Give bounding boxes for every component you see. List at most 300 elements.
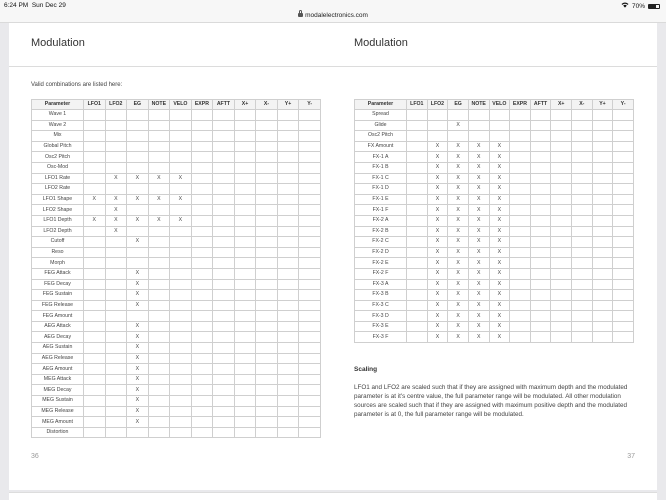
table-cell (613, 258, 634, 269)
column-header: X+ (551, 100, 572, 110)
table-cell (234, 268, 256, 279)
table-cell (613, 141, 634, 152)
table-cell: X (489, 311, 510, 322)
table-cell (551, 247, 572, 258)
table-cell (148, 290, 170, 301)
table-cell: X (468, 205, 489, 216)
table-cell (407, 110, 428, 121)
table-cell (84, 258, 106, 269)
table-cell (551, 131, 572, 142)
table-cell (84, 311, 106, 322)
table-cell: X (489, 162, 510, 173)
table-cell (510, 226, 531, 237)
table-cell (489, 131, 510, 142)
table-row (32, 226, 321, 237)
table-row (32, 406, 321, 417)
table-cell (105, 279, 127, 290)
table-cell: X (468, 290, 489, 301)
table-cell (299, 215, 321, 226)
table-cell (510, 332, 531, 343)
table-cell (277, 300, 299, 311)
table-cell (551, 268, 572, 279)
table-cell (299, 353, 321, 364)
table-cell (592, 194, 613, 205)
table-cell: X (489, 237, 510, 248)
table-row (355, 215, 634, 226)
table-cell (234, 279, 256, 290)
table-cell (234, 247, 256, 258)
table-cell (407, 205, 428, 216)
table-cell (105, 396, 127, 407)
parameter-name: FX-2 D (355, 247, 407, 258)
table-cell (510, 194, 531, 205)
table-cell: X (489, 279, 510, 290)
table-cell (234, 353, 256, 364)
table-cell: X (84, 215, 106, 226)
column-header: AFTT (530, 100, 551, 110)
table-cell (148, 353, 170, 364)
table-cell: X (427, 258, 448, 269)
table-cell (530, 279, 551, 290)
table-cell (613, 110, 634, 121)
table-cell: X (468, 152, 489, 163)
table-cell (277, 427, 299, 438)
table-cell (84, 290, 106, 301)
table-cell (613, 131, 634, 142)
table-cell (592, 205, 613, 216)
table-cell (530, 300, 551, 311)
modulation-table-right (354, 99, 634, 343)
table-row (355, 205, 634, 216)
table-cell (234, 374, 256, 385)
table-cell (105, 162, 127, 173)
table-cell (592, 152, 613, 163)
table-cell: X (448, 173, 469, 184)
table-cell (510, 162, 531, 173)
table-row (32, 290, 321, 301)
table-cell (613, 226, 634, 237)
table-cell (234, 300, 256, 311)
table-cell (256, 237, 278, 248)
table-cell (234, 162, 256, 173)
table-cell (234, 385, 256, 396)
parameter-name: AEG Release (32, 353, 84, 364)
table-cell (592, 162, 613, 173)
table-cell (105, 374, 127, 385)
table-row (32, 247, 321, 258)
table-cell (613, 205, 634, 216)
table-cell (510, 311, 531, 322)
table-cell (191, 247, 213, 258)
table-cell: X (427, 173, 448, 184)
table-cell (530, 162, 551, 173)
table-cell (530, 311, 551, 322)
table-cell (510, 120, 531, 131)
table-cell (256, 374, 278, 385)
status-right (621, 2, 660, 10)
table-cell (299, 120, 321, 131)
table-cell: X (468, 311, 489, 322)
table-cell (299, 332, 321, 343)
table-cell (256, 417, 278, 428)
page-title: Modulation (31, 37, 85, 49)
table-cell (592, 226, 613, 237)
table-cell: X (148, 194, 170, 205)
table-cell (530, 141, 551, 152)
table-cell (105, 321, 127, 332)
table-cell (191, 417, 213, 428)
parameter-name: LFO1 Depth (32, 215, 84, 226)
table-cell (170, 417, 192, 428)
table-cell: X (448, 247, 469, 258)
table-cell (105, 258, 127, 269)
table-cell: X (489, 226, 510, 237)
parameter-name: Glide (355, 120, 407, 131)
table-cell (277, 120, 299, 131)
table-cell (299, 311, 321, 322)
table-cell (572, 279, 593, 290)
table-cell (170, 406, 192, 417)
table-cell: X (127, 332, 149, 343)
table-cell (277, 205, 299, 216)
table-cell (234, 332, 256, 343)
table-cell: X (489, 258, 510, 269)
table-row (355, 321, 634, 332)
table-cell (592, 321, 613, 332)
table-cell (572, 173, 593, 184)
table-cell: X (427, 321, 448, 332)
table-cell: X (448, 162, 469, 173)
table-cell: X (127, 343, 149, 354)
table-cell: X (427, 300, 448, 311)
table-cell (551, 152, 572, 163)
table-cell: X (489, 173, 510, 184)
table-cell: X (148, 173, 170, 184)
table-cell (234, 417, 256, 428)
table-cell (213, 353, 235, 364)
parameter-name: FX-1 E (355, 194, 407, 205)
table-row (32, 417, 321, 428)
table-cell (170, 332, 192, 343)
table-cell (84, 427, 106, 438)
table-cell (213, 120, 235, 131)
table-row (32, 374, 321, 385)
table-cell (299, 237, 321, 248)
address-bar[interactable] (0, 11, 666, 23)
table-cell (551, 120, 572, 131)
table-cell: X (427, 184, 448, 195)
table-cell (148, 268, 170, 279)
table-row (32, 353, 321, 364)
parameter-name: FX-1 A (355, 152, 407, 163)
table-cell (551, 237, 572, 248)
table-cell (127, 226, 149, 237)
table-cell: X (427, 247, 448, 258)
table-cell (256, 385, 278, 396)
table-cell (256, 279, 278, 290)
table-cell (105, 120, 127, 131)
table-cell (592, 258, 613, 269)
table-cell (277, 247, 299, 258)
table-cell (170, 237, 192, 248)
table-cell (530, 205, 551, 216)
page-header (9, 23, 333, 67)
table-cell (510, 268, 531, 279)
table-cell (213, 194, 235, 205)
table-cell (170, 184, 192, 195)
table-cell (592, 173, 613, 184)
table-cell (84, 406, 106, 417)
table-cell (613, 173, 634, 184)
parameter-name: Wave 2 (32, 120, 84, 131)
column-header: VELO (170, 100, 192, 110)
table-cell (234, 215, 256, 226)
table-cell: X (489, 321, 510, 332)
table-cell (551, 332, 572, 343)
table-cell (191, 364, 213, 375)
parameter-name: FX-1 B (355, 162, 407, 173)
table-cell (148, 374, 170, 385)
column-header: LFO2 (427, 100, 448, 110)
table-cell (191, 110, 213, 121)
table-cell (84, 162, 106, 173)
table-cell (277, 406, 299, 417)
table-header-row (355, 100, 634, 110)
table-cell (213, 237, 235, 248)
column-header: EG (448, 100, 469, 110)
table-cell (191, 343, 213, 354)
table-cell (256, 364, 278, 375)
table-cell (191, 184, 213, 195)
table-cell: X (127, 268, 149, 279)
table-cell (256, 290, 278, 301)
table-cell (191, 141, 213, 152)
column-header: LFO1 (407, 100, 428, 110)
table-cell (148, 396, 170, 407)
table-cell (299, 184, 321, 195)
table-cell (213, 396, 235, 407)
table-cell (551, 300, 572, 311)
table-cell (551, 194, 572, 205)
table-cell (613, 279, 634, 290)
table-row (32, 194, 321, 205)
status-time (4, 2, 66, 9)
table-cell (592, 110, 613, 121)
table-cell (84, 332, 106, 343)
table-cell (84, 184, 106, 195)
table-cell: X (468, 215, 489, 226)
table-cell (277, 364, 299, 375)
table-cell (407, 311, 428, 322)
table-cell (148, 131, 170, 142)
table-cell (170, 343, 192, 354)
table-cell (105, 311, 127, 322)
table-cell: X (448, 215, 469, 226)
table-cell (170, 226, 192, 237)
table-cell (613, 321, 634, 332)
table-cell: X (127, 406, 149, 417)
parameter-name: Global Pitch (32, 141, 84, 152)
table-cell (299, 162, 321, 173)
table-cell (170, 268, 192, 279)
table-cell (299, 226, 321, 237)
table-cell (613, 237, 634, 248)
table-cell (407, 162, 428, 173)
table-cell (148, 205, 170, 216)
table-cell (234, 184, 256, 195)
table-cell (256, 258, 278, 269)
table-cell (592, 215, 613, 226)
modulation-table-left (31, 99, 321, 438)
table-cell (572, 258, 593, 269)
column-header: X+ (234, 100, 256, 110)
column-header: Y+ (277, 100, 299, 110)
parameter-name: FX-1 D (355, 184, 407, 195)
table-cell (148, 427, 170, 438)
parameter-name: Osc2 Pitch (32, 152, 84, 163)
table-cell (234, 110, 256, 121)
table-cell (170, 311, 192, 322)
table-cell: X (127, 353, 149, 364)
table-cell (299, 279, 321, 290)
table-cell (127, 311, 149, 322)
page-number: 36 (31, 453, 39, 460)
table-cell (84, 279, 106, 290)
parameter-name: FEG Decay (32, 279, 84, 290)
table-cell: X (105, 205, 127, 216)
table-cell (213, 364, 235, 375)
table-cell (256, 311, 278, 322)
battery-icon (648, 4, 660, 9)
column-header: NOTE (148, 100, 170, 110)
table-cell (530, 120, 551, 131)
parameter-name: AEG Amount (32, 364, 84, 375)
table-cell: X (127, 364, 149, 375)
table-cell (299, 321, 321, 332)
table-row (355, 300, 634, 311)
table-cell: X (170, 194, 192, 205)
table-cell (592, 311, 613, 322)
date: Sun Dec 29 (31, 2, 66, 9)
table-cell (127, 427, 149, 438)
table-cell (148, 237, 170, 248)
table-cell (256, 162, 278, 173)
table-cell: X (489, 194, 510, 205)
table-cell (256, 396, 278, 407)
table-row (355, 173, 634, 184)
table-cell (127, 258, 149, 269)
table-cell (191, 385, 213, 396)
table-cell (213, 343, 235, 354)
column-header: Parameter (32, 100, 84, 110)
table-cell (148, 152, 170, 163)
table-cell (148, 332, 170, 343)
table-cell (572, 321, 593, 332)
table-cell: X (127, 194, 149, 205)
table-cell (148, 110, 170, 121)
table-cell (105, 353, 127, 364)
table-cell (170, 385, 192, 396)
table-cell (299, 290, 321, 301)
table-cell (551, 258, 572, 269)
table-cell (592, 268, 613, 279)
table-cell (256, 131, 278, 142)
table-cell (551, 184, 572, 195)
column-header: EG (127, 100, 149, 110)
table-cell (191, 321, 213, 332)
table-cell (105, 385, 127, 396)
table-cell (407, 141, 428, 152)
column-header: AFTT (213, 100, 235, 110)
table-cell (213, 173, 235, 184)
table-cell (530, 184, 551, 195)
table-cell (613, 120, 634, 131)
table-cell: X (468, 332, 489, 343)
table-cell (613, 152, 634, 163)
table-cell (613, 184, 634, 195)
table-row (355, 290, 634, 301)
parameter-name: FX-2 A (355, 215, 407, 226)
table-cell (468, 120, 489, 131)
table-cell (105, 290, 127, 301)
table-cell: X (489, 268, 510, 279)
table-cell (277, 152, 299, 163)
table-cell: X (427, 332, 448, 343)
table-row (32, 237, 321, 248)
table-cell: X (448, 290, 469, 301)
parameter-name: FX-1 F (355, 205, 407, 216)
table-cell (127, 141, 149, 152)
table-cell: X (489, 300, 510, 311)
table-cell (84, 131, 106, 142)
table-cell (191, 268, 213, 279)
table-cell (407, 332, 428, 343)
table-cell (551, 110, 572, 121)
table-cell (530, 290, 551, 301)
table-row (32, 427, 321, 438)
table-header-row (32, 100, 321, 110)
table-cell (84, 237, 106, 248)
table-cell (84, 300, 106, 311)
column-header: EXPR (510, 100, 531, 110)
table-cell (234, 205, 256, 216)
table-cell (510, 290, 531, 301)
parameter-name: FX-2 F (355, 268, 407, 279)
table-cell (191, 162, 213, 173)
table-cell (572, 184, 593, 195)
table-cell (468, 131, 489, 142)
table-cell (191, 406, 213, 417)
table-cell (234, 226, 256, 237)
parameter-name: LFO2 Shape (32, 205, 84, 216)
table-cell (170, 279, 192, 290)
table-cell (170, 258, 192, 269)
table-cell (105, 364, 127, 375)
table-row (355, 131, 634, 142)
table-cell (191, 173, 213, 184)
table-cell (407, 184, 428, 195)
table-cell (427, 120, 448, 131)
column-header: LFO1 (84, 100, 106, 110)
table-cell (234, 427, 256, 438)
table-cell (613, 247, 634, 258)
table-cell (510, 110, 531, 121)
table-cell (572, 110, 593, 121)
table-cell: X (489, 205, 510, 216)
table-cell (551, 215, 572, 226)
table-cell (191, 237, 213, 248)
table-cell: X (448, 279, 469, 290)
